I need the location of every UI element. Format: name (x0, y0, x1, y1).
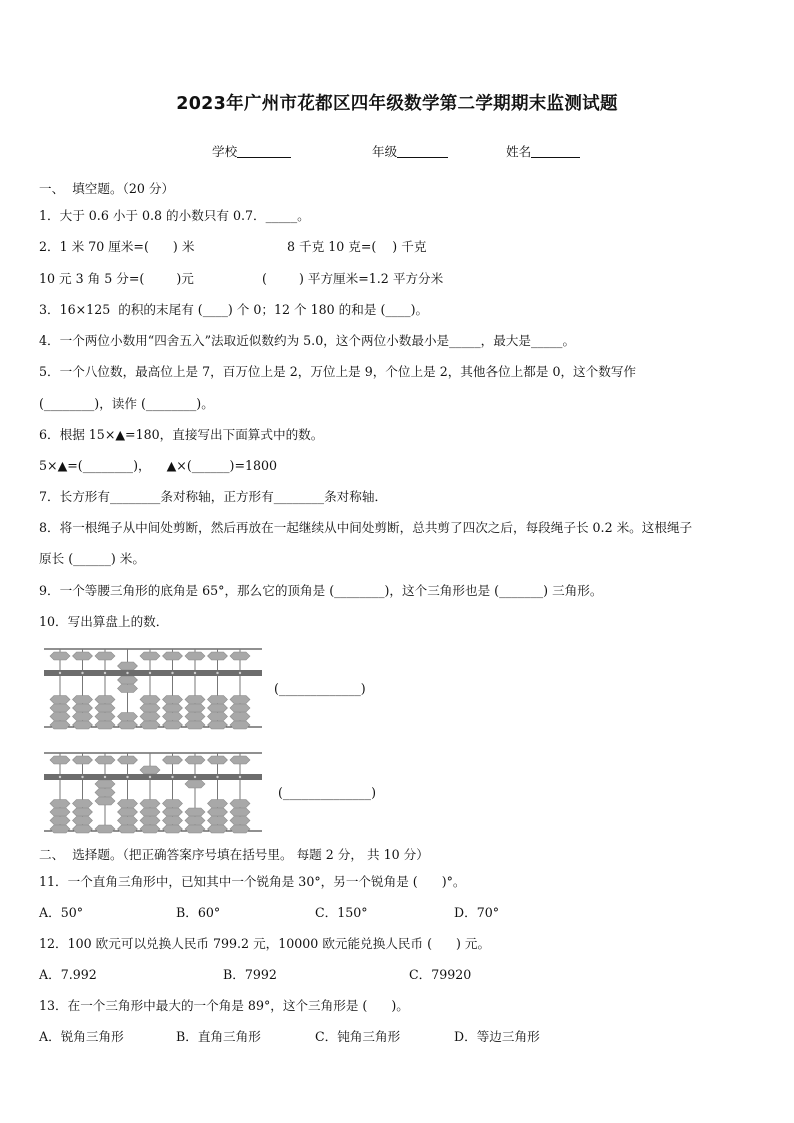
abacus-bead (185, 652, 205, 660)
abacus-2-illustration (44, 750, 262, 834)
abacus-bead (73, 696, 93, 704)
abacus-bead (163, 713, 183, 721)
question-5: 5．一个八位数，最高位上是 7，百万位上是 2，万位上是 9，个位上是 2，其他各位上都是 0，这个数写作 (39, 364, 637, 379)
abacus-bead (185, 756, 205, 764)
abacus-bead (50, 652, 70, 660)
abacus-bead (230, 704, 250, 712)
abacus-bead (95, 825, 115, 833)
abacus-beam-dot (81, 672, 83, 674)
abacus-1-illustration (44, 646, 262, 730)
abacus-bead (118, 662, 138, 670)
abacus-bead (230, 808, 250, 816)
abacus-bead (230, 800, 250, 808)
abacus-bead (163, 808, 183, 816)
question-2b: 8 千克 10 克=( ) 千克 (287, 239, 427, 254)
name-field (506, 141, 580, 160)
question-8: 8．将一根绳子从中间处剪断，然后再放在一起继续从中间处剪断，总共剪了四次之后，每段绳子长 0.2 米。这根绳子 (39, 520, 693, 535)
question-7: 7．长方形有________条对称轴，正方形有________条对称轴． (39, 489, 388, 504)
abacus-bead (208, 721, 228, 729)
abacus-bead (73, 704, 93, 712)
abacus-bead (50, 756, 70, 764)
grade-label: 年级 (372, 144, 398, 159)
abacus-beam-dot (126, 776, 128, 778)
abacus-bead (118, 685, 138, 693)
abacus-bead (185, 817, 205, 825)
abacus-bead (230, 817, 250, 825)
abacus-bead (95, 756, 115, 764)
abacus-bead (50, 800, 70, 808)
abacus-bead (50, 817, 70, 825)
abacus-bead (50, 696, 70, 704)
abacus-bead (163, 704, 183, 712)
school-blank (237, 144, 291, 158)
abacus-bead (185, 704, 205, 712)
grade-blank (397, 144, 448, 158)
q11-option-d: D．70° (454, 905, 500, 920)
abacus-bead (118, 713, 138, 721)
q12-option-c: C．79920 (409, 967, 472, 982)
abacus-bead (140, 652, 160, 660)
abacus-beam-dot (216, 672, 218, 674)
abacus-bead (163, 721, 183, 729)
abacus-bead (95, 704, 115, 712)
abacus-beam-dot (81, 776, 83, 778)
q11-option-c: C．150° (315, 905, 368, 920)
abacus-bead (230, 756, 250, 764)
abacus-bead (163, 825, 183, 833)
abacus-bead (73, 756, 93, 764)
abacus-bead (163, 800, 183, 808)
abacus-bead (73, 808, 93, 816)
abacus-bead (95, 797, 115, 805)
q12-option-a: A．7.992 (39, 967, 97, 982)
abacus-bead (208, 696, 228, 704)
abacus-bead (95, 652, 115, 660)
abacus-bead (73, 713, 93, 721)
abacus-bead (140, 696, 160, 704)
question-12: 12．100 欧元可以兑换人民币 799.2 元，10000 欧元能兑换人民币 ( ) 元。 (39, 936, 491, 951)
abacus-beam-dot (216, 776, 218, 778)
abacus-bead (118, 800, 138, 808)
abacus-bead (95, 780, 115, 788)
abacus-bead (118, 808, 138, 816)
q13-option-b: B．直角三角形 (176, 1029, 261, 1044)
question-10: 10．写出算盘上的数． (39, 614, 169, 629)
abacus-bead (73, 652, 93, 660)
q11-option-a: A．50° (39, 905, 84, 920)
abacus-bead (73, 800, 93, 808)
abacus-2-answer-blank: (______________) (278, 785, 376, 800)
question-3: 3．16×125 的积的末尾有 (____) 个 0；12 个 180 的和是 (____)。 (39, 302, 429, 317)
abacus-bead (185, 825, 205, 833)
abacus-beam (44, 670, 262, 676)
abacus-bead (163, 756, 183, 764)
abacus-bead (208, 817, 228, 825)
abacus-beam-dot (149, 776, 151, 778)
abacus-beam-dot (194, 776, 196, 778)
abacus-1-answer-blank: (_____________) (274, 681, 366, 696)
abacus-bead (185, 696, 205, 704)
abacus-beam-dot (194, 672, 196, 674)
abacus-bead (208, 704, 228, 712)
abacus-bead (140, 704, 160, 712)
abacus-bead (73, 825, 93, 833)
abacus-bead (208, 825, 228, 833)
question-9: 9．一个等腰三角形的底角是 65°，那么它的顶角是 (________)，这个三角形也是 (_______) 三角形。 (39, 583, 603, 598)
school-field (212, 141, 291, 160)
abacus-bead (95, 789, 115, 797)
abacus-bead (230, 652, 250, 660)
abacus-bead (140, 721, 160, 729)
abacus-bead (163, 817, 183, 825)
abacus-bead (163, 696, 183, 704)
question-5-answer-line: (________)，读作 (________)。 (39, 396, 214, 411)
abacus-bead (50, 808, 70, 816)
question-2c: 10 元 3 角 5 分=( )元 (39, 271, 194, 286)
name-blank (531, 144, 580, 158)
question-4: 4．一个两位小数用“四舍五入”法取近似数约为 5.0，这个两位小数最小是_____，最大是_____。 (39, 333, 576, 348)
question-2d: ( ) 平方厘米=1.2 平方分米 (262, 271, 444, 286)
section2-heading: 二、 选择题。（把正确答案序号填在括号里。 每题 2 分， 共 10 分） (39, 847, 429, 862)
abacus-bead (50, 721, 70, 729)
abacus-bead (118, 721, 138, 729)
abacus-bead (208, 713, 228, 721)
school-label: 学校 (212, 144, 238, 159)
page-title: 2023年广州市花都区四年级数学第二学期期末监测试题 (176, 94, 618, 114)
section1-heading: 一、 填空题。（20 分） (39, 181, 175, 196)
question-6-answers: 5×▲=(________)， ▲×(______)=1800 (39, 458, 278, 473)
name-label: 姓名 (506, 144, 532, 159)
abacus-bead (230, 721, 250, 729)
abacus-bead (140, 800, 160, 808)
abacus-bead (140, 817, 160, 825)
abacus-bead (95, 696, 115, 704)
abacus-bead (230, 825, 250, 833)
q13-option-c: C．钝角三角形 (315, 1029, 401, 1044)
question-6: 6．根据 15×▲=180，直接写出下面算式中的数。 (39, 427, 324, 442)
q12-option-b: B．7992 (223, 967, 277, 982)
question-11: 11．一个直角三角形中，已知其中一个锐角是 30°，另一个锐角是 ( )°。 (39, 874, 466, 889)
question-13: 13．在一个三角形中最大的一个角是 89°，这个三角形是 ( )。 (39, 998, 409, 1013)
abacus-bead (140, 766, 160, 774)
abacus-bead (140, 713, 160, 721)
abacus-bead (95, 721, 115, 729)
abacus-bead (185, 808, 205, 816)
abacus-bead (208, 652, 228, 660)
abacus-bead (185, 713, 205, 721)
abacus-beam-dot (239, 672, 241, 674)
abacus-beam-dot (171, 672, 173, 674)
abacus-bead (118, 756, 138, 764)
abacus-bead (50, 704, 70, 712)
abacus-bead (118, 825, 138, 833)
question-1: 1．大于 0.6 小于 0.8 的小数只有 0.7．_____。 (39, 208, 310, 223)
abacus-bead (208, 756, 228, 764)
abacus-beam-dot (104, 776, 106, 778)
abacus-bead (50, 825, 70, 833)
abacus-beam-dot (59, 672, 61, 674)
q13-option-a: A．锐角三角形 (39, 1029, 124, 1044)
abacus-bead (163, 652, 183, 660)
abacus-bead (118, 676, 138, 684)
abacus-bead (230, 713, 250, 721)
abacus-beam (44, 774, 262, 780)
abacus-bead (50, 713, 70, 721)
abacus-bead (230, 696, 250, 704)
q13-option-d: D．等边三角形 (454, 1029, 540, 1044)
abacus-beam-dot (104, 672, 106, 674)
abacus-bead (208, 800, 228, 808)
abacus-bead (185, 721, 205, 729)
abacus-bead (208, 808, 228, 816)
q11-option-b: B．60° (176, 905, 221, 920)
abacus-beam-dot (149, 672, 151, 674)
question-8-answer-line: 原长 (______) 米。 (39, 551, 145, 566)
abacus-bead (140, 825, 160, 833)
abacus-bead (73, 817, 93, 825)
abacus-beam-dot (126, 672, 128, 674)
abacus-beam-dot (59, 776, 61, 778)
question-2a: 2．1 米 70 厘米=( ) 米 (39, 239, 195, 254)
abacus-bead (118, 817, 138, 825)
abacus-bead (73, 721, 93, 729)
abacus-bead (185, 780, 205, 788)
abacus-beam-dot (239, 776, 241, 778)
grade-field (372, 141, 448, 160)
abacus-beam-dot (171, 776, 173, 778)
abacus-bead (140, 808, 160, 816)
abacus-bead (95, 713, 115, 721)
